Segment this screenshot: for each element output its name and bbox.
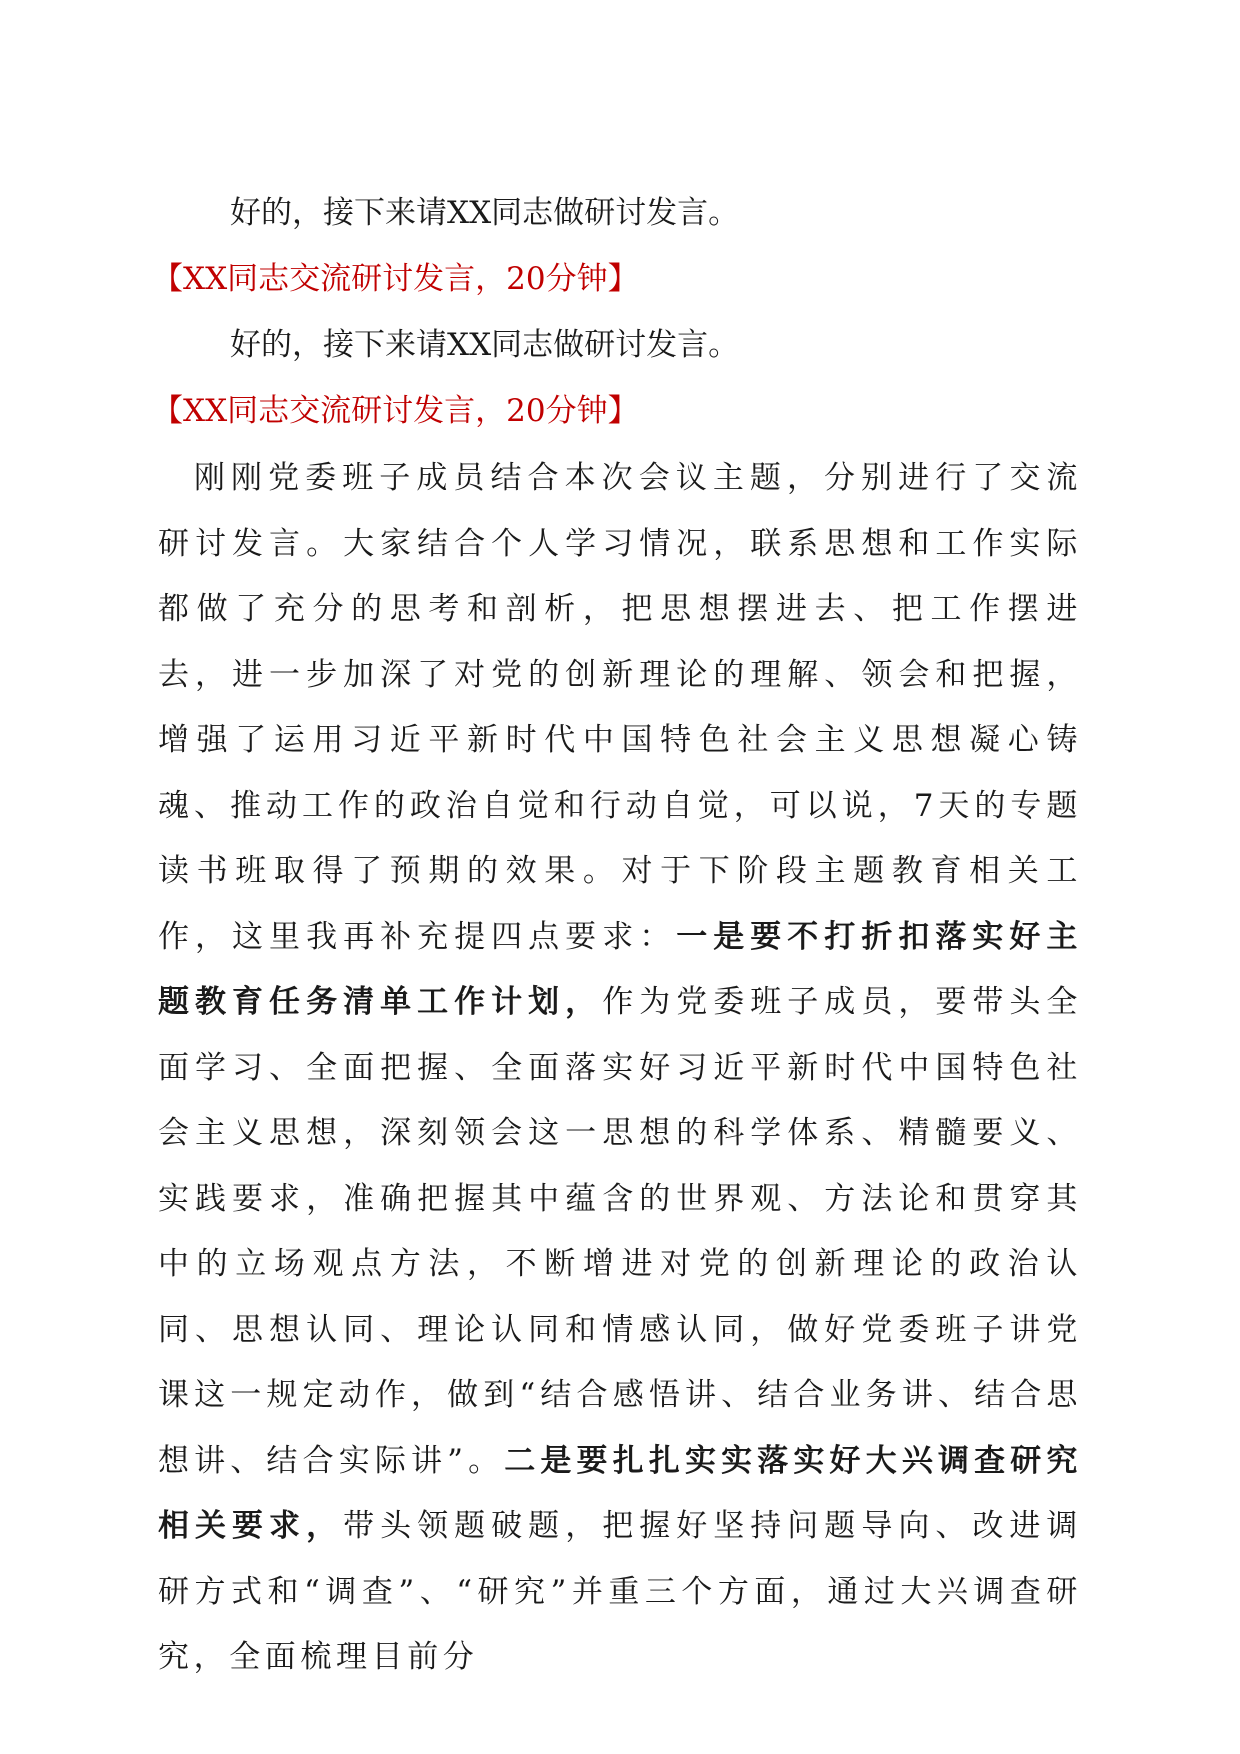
document-body (152, 180, 1083, 1691)
transition-line-2: 好的，接下来请XX同志做研讨发言。 (230, 327, 740, 363)
requirement-two-heading: 二是要扎扎实实落实好大兴调查研究相关要求， (158, 1442, 1082, 1544)
transition-line-1: 好的，接下来请XX同志做研讨发言。 (230, 195, 740, 231)
paragraph-text-3: 带头领题破题，把握好坚持问题导向、改进调研方式和“调查”、“研究”并重三个方面，通过大兴调查研究，全面梳理目前分 (158, 1508, 1083, 1675)
speech-note-2: 【XX同志交流研讨发言，20分钟】 (152, 393, 639, 429)
speech-note-1: 【XX同志交流研讨发言，20分钟】 (152, 261, 639, 297)
paragraph-text-1: 刚刚党委班子成员结合本次会议主题，分别进行了交流研讨发言。大家结合个人学习情况，联系思想和工作实际都做了充分的思考和剖析，把思想摆进去、把工作摆进去，进一步加深了对党的创新理论的理解、领会和把握，增强了运用习近平新时代中国特色社会主义思想凝心铸魂、推动工作的政治自觉和行动自觉，可以说，7天的专题读书班取得了预期的效果。对于下阶段主题教育相关工作，这里我再补充提四点要求： (158, 460, 1082, 955)
summary-paragraph (158, 446, 1082, 1691)
paragraph-text-2: 作为党委班子成员，要带头全面学习、全面把握、全面落实好习近平新时代中国特色社会主义思想，深刻领会这一思想的科学体系、精髓要义、实践要求，准确把握其中蕴含的世界观、方法论和贯穿其中的立场观点方法，不断增进对党的创新理论的政治认同、思想认同、理论认同和情感认同，做好党委班子讲党课这一规定动作，做到“结合感悟讲、结合业务讲、结合思想讲、结合实际讲”。 (158, 984, 1082, 1479)
requirement-one-heading: 一是要不打折扣落实好主题教育任务清单工作计划， (158, 918, 1082, 1020)
